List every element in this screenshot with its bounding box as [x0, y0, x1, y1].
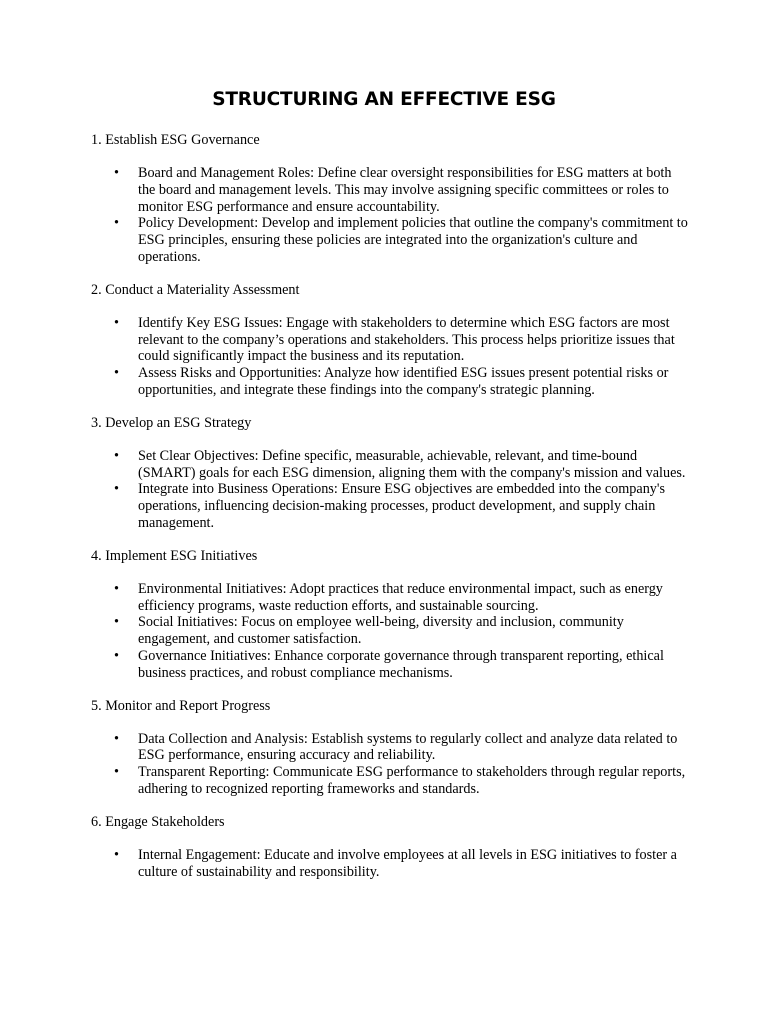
- bullet-icon: •: [114, 165, 119, 181]
- list-item: [91, 847, 691, 881]
- section-esg-initiatives: [91, 548, 691, 682]
- list-item-text: Data Collection and Analysis: Establish systems to regularly collect and analyze data related to ESG performance, ensuring accuracy and reliability.: [138, 730, 678, 764]
- bullet-icon: •: [114, 314, 119, 331]
- bullet-list: [91, 315, 691, 399]
- section-heading: 4. Implement ESG Initiatives: [91, 547, 258, 564]
- section-materiality-assessment: [91, 282, 691, 399]
- bullet-icon: •: [114, 730, 119, 747]
- section-heading: 6. Engage Stakeholders: [91, 813, 225, 830]
- bullet-list: [91, 847, 691, 881]
- list-item: [91, 315, 691, 365]
- bullet-icon: •: [114, 580, 119, 597]
- section-engage-stakeholders: [91, 814, 691, 881]
- list-item-text: Identify Key ESG Issues: Engage with stakeholders to determine which ESG factors are most relevant to the company’s operations and stakeholders. This process helps prioritize issues that could significantly impact the business and its reputation.: [138, 314, 675, 365]
- list-item: [91, 764, 691, 798]
- section-heading: 2. Conduct a Materiality Assessment: [91, 281, 300, 298]
- bullet-list: [91, 165, 691, 266]
- section-heading: 5. Monitor and Report Progress: [91, 697, 271, 714]
- bullet-icon: •: [114, 447, 119, 464]
- list-item: [91, 581, 691, 615]
- bullet-icon: •: [114, 215, 119, 232]
- list-item-text: Internal Engagement: Educate and involve employees at all levels in ESG initiatives to foster a culture of sustainability and responsibility.: [138, 846, 677, 880]
- bullet-icon: •: [114, 365, 119, 382]
- list-item-text: Social Initiatives: Focus on employee well-being, diversity and inclusion, community engagement, and customer satisfaction.: [138, 614, 624, 648]
- list-item: [91, 481, 691, 531]
- bullet-list: [91, 731, 691, 798]
- section-establish-governance: [91, 132, 691, 266]
- list-item-text: Transparent Reporting: Communicate ESG performance to stakeholders through regular reports, adhering to recognized reporting frameworks and standards.: [138, 764, 686, 797]
- list-item: [91, 614, 691, 648]
- list-item: [91, 648, 691, 682]
- bullet-icon: •: [114, 481, 119, 498]
- section-monitor-report: [91, 698, 691, 798]
- document-body: [91, 132, 691, 896]
- page-title: STRUCTURING AN EFFECTIVE ESG: [212, 89, 556, 110]
- list-item: [91, 448, 691, 482]
- bullet-list: [91, 448, 691, 532]
- list-item-text: Environmental Initiatives: Adopt practices that reduce environmental impact, such as energy efficiency programs, waste reduction efforts, and sustainable sourcing.: [138, 580, 663, 614]
- list-item-text: Governance Initiatives: Enhance corporate governance through transparent reporting, ethical business practices, and robust compliance mechanisms.: [138, 647, 664, 681]
- list-item-text: Policy Development: Develop and implement policies that outline the company's commitment to ESG principles, ensuring these policies are integrated into the organization's culture and operations.: [138, 215, 688, 265]
- section-heading: 1. Establish ESG Governance: [91, 132, 260, 148]
- list-item: [91, 215, 691, 265]
- bullet-icon: •: [114, 764, 119, 781]
- list-item-text: Set Clear Objectives: Define specific, measurable, achievable, relevant, and time-bound (SMART) goals for each ESG dimension, aligning them with the company's mission and values.: [138, 447, 686, 481]
- bullet-icon: •: [114, 614, 119, 631]
- section-esg-strategy: [91, 415, 691, 532]
- list-item-text: Board and Management Roles: Define clear oversight responsibilities for ESG matters at both the board and management levels. This may involve assigning specific committees or roles to monitor ESG performance and ensure accountability.: [138, 165, 672, 215]
- list-item: [91, 731, 691, 765]
- bullet-icon: •: [114, 846, 119, 863]
- list-item-text: Assess Risks and Opportunities: Analyze how identified ESG issues present potential risks or opportunities, and integrate these findings into the company's strategic planning.: [138, 365, 669, 398]
- bullet-list: [91, 581, 691, 682]
- section-heading: 3. Develop an ESG Strategy: [91, 414, 252, 431]
- bullet-icon: •: [114, 647, 119, 664]
- list-item: [91, 365, 691, 399]
- list-item-text: Integrate into Business Operations: Ensure ESG objectives are embedded into the company's operations, influencing decision-making processes, product development, and supply chain management.: [138, 481, 665, 531]
- list-item: [91, 165, 691, 215]
